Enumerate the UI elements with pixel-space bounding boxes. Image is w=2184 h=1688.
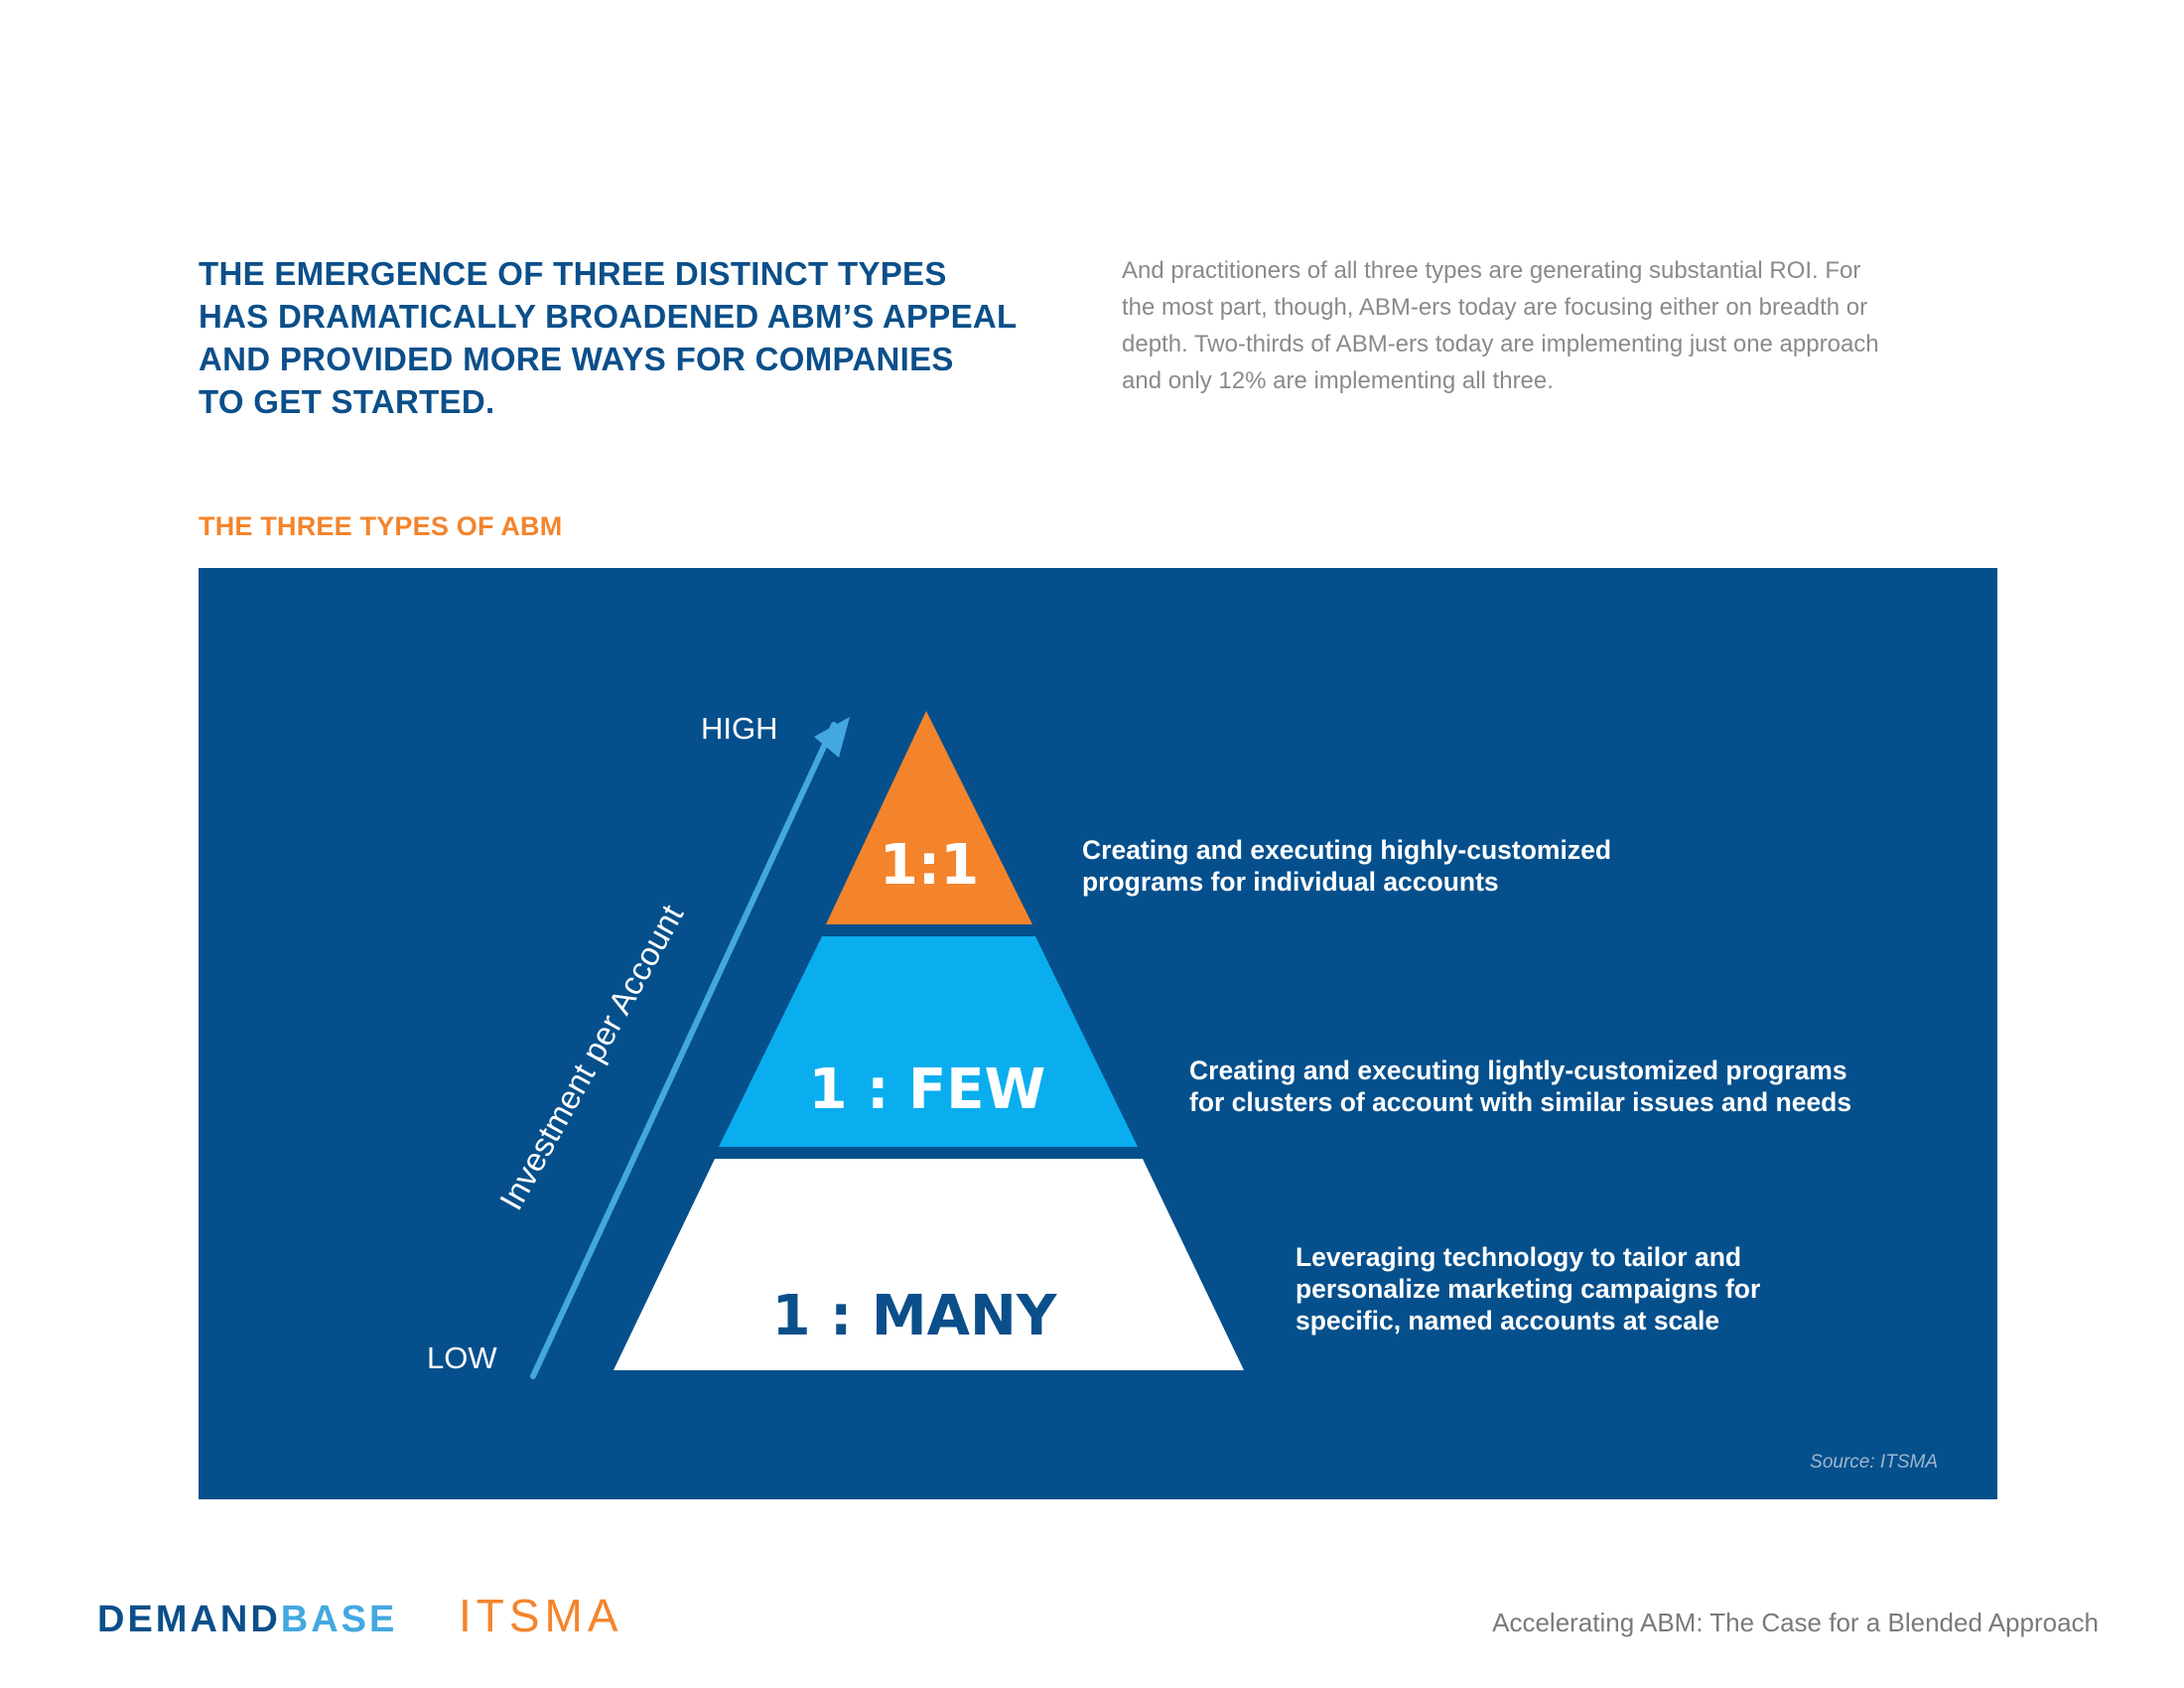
tier-1tomany-label: 1 : MANY (771, 1284, 1057, 1348)
description-line: for clusters of account with similar issues and needs (1189, 1087, 1852, 1117)
headline (199, 252, 1092, 423)
tier-1to1-description (1082, 834, 1611, 898)
headline-line: HAS DRAMATICALLY BROADENED ABM’S APPEAL (199, 298, 1018, 335)
intro-paragraph (1122, 252, 2015, 399)
description-line: Creating and executing highly-customized (1082, 835, 1612, 865)
demandbase-logo (97, 1599, 397, 1641)
headline-line: AND PROVIDED MORE WAYS FOR COMPANIES (199, 341, 954, 377)
intro-line: And practitioners of all three types are generating substantial ROI. For (1122, 257, 1861, 284)
figure-title: THE THREE TYPES OF ABM (199, 511, 563, 541)
intro-line: and only 12% are implementing all three. (1122, 367, 1554, 394)
description-line: personalize marketing campaigns for (1296, 1274, 1761, 1304)
logo-part: DEMAND (97, 1599, 281, 1640)
axis-high-label: HIGH (701, 711, 778, 746)
headline-line: TO GET STARTED. (199, 383, 495, 420)
headline-line: THE EMERGENCE OF THREE DISTINCT TYPES (199, 255, 947, 292)
source-note: Source: ITSMA (1810, 1452, 1938, 1473)
axis-low-label: LOW (427, 1340, 497, 1375)
axis-title: Investment per Account (491, 898, 691, 1216)
tier-1tofew-label: 1 : FEW (808, 1057, 1046, 1122)
logo-part: BASE (280, 1599, 398, 1640)
description-line: Leveraging technology to tailor and (1296, 1242, 1742, 1272)
description-line: specific, named accounts at scale (1296, 1306, 1720, 1336)
tier-1to1-label: 1:1 (879, 833, 980, 898)
abm-pyramid-figure (199, 568, 1997, 1499)
document-title: Accelerating ABM: The Case for a Blended Approach (1492, 1608, 2099, 1637)
description-line: programs for individual accounts (1082, 867, 1499, 897)
intro-line: the most part, though, ABM-ers today are focusing either on breadth or (1122, 294, 1868, 321)
itsma-logo: ITSMA (459, 1590, 623, 1641)
description-line: Creating and executing lightly-customized programs (1189, 1055, 1847, 1085)
tier-1tomany-description (1296, 1241, 1760, 1336)
tier-1tofew-description (1189, 1055, 1851, 1118)
intro-line: depth. Two-thirds of ABM-ers today are implementing just one approach (1122, 331, 1879, 357)
